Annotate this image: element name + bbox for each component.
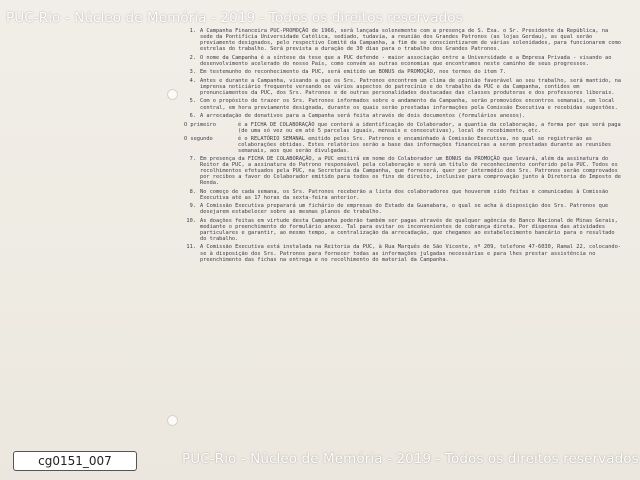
item-text: Em presença da FICHA DE COLABORAÇÃO, a PUC emitirá em nome do Colaborador um BONUS da PROMOÇÃO que levará, além da assinatura do Reitor da PUC, a assinatura do Patrono responsável pela colaboração e será um título de reconhecimento conferido pela PUC. Todos os recolhimentos efetuados pela PUC, na Secretaria da Campanha, que fornecerá, quer por intermédio dos Srs. Patronos serão comprovados por recibos a favor do Colaborador emitido para todos os fins de direito, inclusive para comprovação junto à Diretoria do Imposto de Renda. (200, 155, 621, 187)
item-number: 7. (189, 155, 196, 162)
list-item (184, 156, 624, 186)
item-text: Em testemunho do reconhecimento da PUC, será emitido um BONUS da PROMOÇÃO, nos termos do item 7. (200, 69, 507, 76)
item-number: 10. (186, 217, 196, 224)
item-text: A arrecadação de donativos para a Campanha será feita através de dois documentos (formulários anexos). (200, 113, 526, 120)
item-number: 2. (189, 54, 196, 61)
item-number: 4. (189, 77, 196, 84)
list-item (184, 78, 624, 96)
punch-hole (167, 89, 178, 100)
sub-item (184, 122, 624, 134)
item-number: 3. (189, 69, 196, 76)
list-item (184, 203, 624, 215)
item-text: A Comissão Executiva preparará um fichário de empresas do Estado da Guanabara, o qual se acha à disposição dos Srs. Patronos que desejarem estabelecer sobre as mesmas planos de trabalho. (200, 203, 609, 216)
item-text: Antes e durante a Campanha, visando a que os Srs. Patronos encontrem um clima de opinião favorável ao seu trabalho, será mantido, na imprensa noticiário frequente versando os vários aspectos do patrocínio e do trabalho da PUC e da Campanha, contidos em pronunciamentos da PUC, dos Srs. Patronos e de outras personalidades destacadas das classes produtoras e dos professores liberais. (200, 77, 621, 96)
sub-item-label: O primeiro (184, 121, 216, 128)
item-number: 6. (189, 113, 196, 120)
document-body (184, 28, 624, 265)
item-text: O nome da Campanha é a síntese da tese que a PUC defende - maior associação entre a Universidade e a Empresa Privada - visando ao desenvolvimento acelerado do nosso País, como convém as outras economias que encontramos neste caminho de seus progressos. (200, 54, 612, 67)
sub-item-text: é o RELATÓRIO SEMANAL emitido pelos Srs. Patronos e encaminhado à Comissão Executiva, no qual se registrarão as colaborações obtidas. Estes relatórios serão a base das informações financeiras a serem prestadas durante as reuniões semanais, aos que serão divulgadas. (238, 135, 612, 154)
item-text: No começo de cada semana, os Srs. Patronos receberão a lista dos colaboradores que houverem sido feitas e comunicadas à Comissão Executiva até as 17 horas da sexta-feira anterior. (200, 188, 609, 201)
item-text: As doações feitas em virtude desta Campanha poderão também ser pagas através de qualquer agência do Banco Nacional de Minas Gerais, mediante o preenchimento do formulário anexo. Tal para evitar os inconvenientes de cobrança direta. Por dispensa das atividades particulares e garantir, ao mesmo tempo, a centralização da arrecadação, que chegamos ao estabelecimento bancário para o resultado do trabalho. (200, 217, 618, 242)
sub-item (184, 136, 624, 154)
item-number: 5. (189, 98, 196, 105)
list-item (184, 28, 624, 52)
list-item (184, 98, 624, 110)
sub-item-label: O segundo (184, 135, 213, 142)
sub-item-text: é a FICHA DE COLABORAÇÃO que conterá a identificação do Colaborador, a quantia da colaboração, a forma por que será paga (de uma só vez ou em até 5 parcelas iguais, mensais e consecutivas), local de recebimento, etc. (238, 121, 621, 134)
list-item (184, 218, 624, 242)
item-number: 1. (189, 28, 196, 34)
list-item (184, 244, 624, 262)
watermark-bottom: PUC-Rio - Núcleo de Memória - 2019 - Todos os direitos reservados (182, 451, 639, 467)
archive-label: cg0151_007 (13, 451, 137, 471)
list-item (184, 69, 624, 75)
item-number: 9. (189, 203, 196, 210)
item-number: 11. (186, 244, 196, 251)
list-item (184, 113, 624, 119)
item-text: A Campanha Financeira PUC-PROMOÇÃO de 1966, será lançada solenemente com a presença de S. Exa. o Sr. Presidente da República, na sede da Pontifícia Universidade Católica, sediado, tudavia, a reunião dos Grandes Patronos (as lojas Gerdau), as qual serão previamente designados, pelo respectivo Comitê da Campanha, a fim de se conscientizarem de várias solenidades, para funcionarem como estrelas do trabalho. Será prevista a duração de 30 dias para o trabalho dos Grandes Patronos. (200, 28, 621, 53)
watermark-top: PUC-Rio - Núcleo de Memória - 2019 - Todos os direitos reservados (6, 10, 463, 26)
item-text: Com o propósito de trazer os Srs. Patronos informados sobre o andamento da Campanha, serão promovidos encontros semanais, em local central, em hora previamente designada, durante os quais serão prestadas informações pela Comissão Executiva e recebidas sugestões. (200, 98, 618, 111)
punch-hole (167, 415, 178, 426)
list-item (184, 55, 624, 67)
list-item (184, 189, 624, 201)
item-number: 8. (189, 188, 196, 195)
item-text: A Comissão Executiva está instalada na Reitoria da PUC, à Rua Marquês de São Vicente, nº 209, telefone 47-6030, Ramal 22, colocando-se à disposição dos Srs. Patronos para fornecer todas as informações julgadas necessárias e para lhes prestar assistência no preenchimento das fichas na entrega e no recolhimento do material da Campanha. (200, 244, 621, 263)
